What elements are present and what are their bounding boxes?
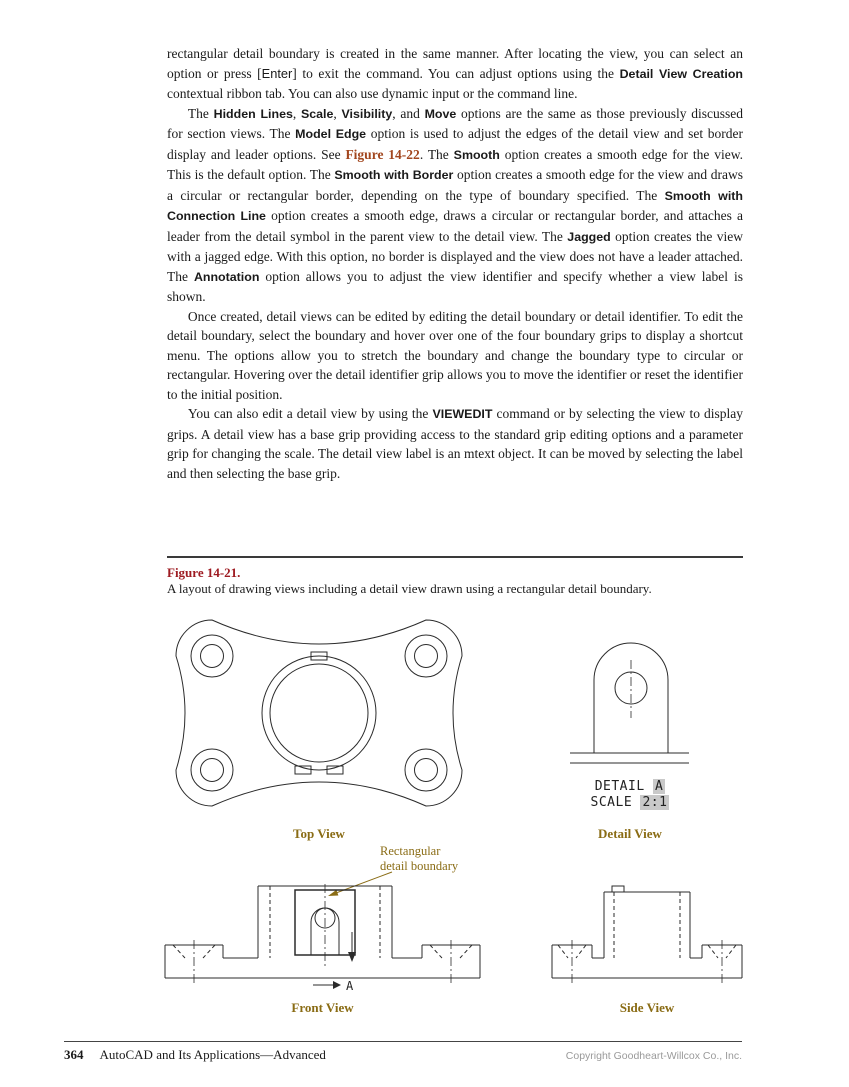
detail-view-label: Detail View: [598, 826, 662, 841]
paragraph-1: rectangular detail boundary is created in the same manner. After locating the view, you can select an option or press [Enter] to exit the command. You can adjust options using the Detail View Creation contextual ribbon tab. You can also use dynamic input or the command line.: [167, 46, 743, 101]
detail-view-title: [555, 779, 705, 811]
detail-view-drawing: [562, 624, 697, 769]
front-view-label: Front View: [291, 1000, 354, 1015]
paragraph-3: Once created, detail views can be edited by editing the detail boundary or detail identifier. To edit the detail boundary, select the boundary and hover over one of the four boundary grips to display a shortcut menu. The options allow you to stretch the boundary and change the boundary type to circular or rectangular. Hovering over the detail identifier grip allows you to move the identifier or reset the identifier to the initial position.: [167, 308, 743, 402]
boundary-callout-line2: detail boundary: [380, 859, 459, 873]
detail-title-prefix: DETAIL: [594, 779, 645, 794]
figure-rule: [167, 556, 743, 558]
section-arrow-label: A: [346, 979, 354, 993]
boundary-callout: [380, 844, 520, 874]
top-view-outline: [176, 620, 462, 806]
copyright-notice: Copyright Goodheart-Willcox Co., Inc.: [565, 1050, 742, 1062]
book-title: AutoCAD and Its Applications—Advanced: [99, 1047, 326, 1062]
detail-title-line: [555, 779, 705, 795]
detail-scale-prefix: SCALE: [590, 795, 633, 810]
side-view-drawing: [552, 876, 742, 994]
footer-rule: [64, 1041, 742, 1042]
side-view-label: Side View: [619, 1000, 675, 1015]
detail-title-value: A: [654, 779, 664, 794]
side-view-outline: [552, 886, 742, 983]
paragraph-2: The Hidden Lines, Scale, Visibility, and Move options are the same as those previously discussed for section views. The Model Edge option is used to adjust the edges of the detail view and set border display and leader options. See Figure 14-22. The Smooth option creates a smooth edge for the view. This is the default option. The Smooth with Border option creates a smooth edge for the view and draws a circular or rectangular border, depending on the type of boundary specified. The Smooth with Connection Line option creates a smooth edge, draws a circular or rectangular border, and attaches a leader from the detail symbol in the parent view to the detail view. The Jagged option creates the view with a jagged edge. With this option, no border is displayed and the view does not have a leader attached. The Annotation option allows you to adjust the view identifier and specify whether a view label is shown.: [167, 105, 743, 304]
front-view-drawing: [165, 876, 480, 994]
top-view-label: Top View: [293, 826, 345, 841]
figure-caption-block: [167, 556, 743, 597]
page-number: 364: [64, 1047, 84, 1062]
top-view-drawing: [168, 616, 470, 810]
footer: [64, 1047, 742, 1063]
detail-view-outline: [570, 643, 689, 763]
boundary-callout-line1: Rectangular: [380, 844, 441, 858]
body-text: [167, 44, 743, 483]
section-arrow-a: [313, 979, 354, 993]
front-view-outline: [165, 884, 480, 983]
paragraph-4: You can also edit a detail view by using the VIEWEDIT command or by selecting the view to display grips. A detail view has a base grip providing access to the standard grip editing options and a parameter grip for changing the scale. The detail view label is an mtext object. It can be moved by selecting the label and then selecting the base grip.: [167, 406, 743, 481]
figure-label: Figure 14-21.: [167, 565, 241, 580]
detail-scale-value: 2:1: [642, 795, 668, 810]
detail-scale-line: [555, 795, 705, 811]
figure-caption: A layout of drawing views including a detail view drawn using a rectangular detail boundary.: [167, 581, 652, 596]
